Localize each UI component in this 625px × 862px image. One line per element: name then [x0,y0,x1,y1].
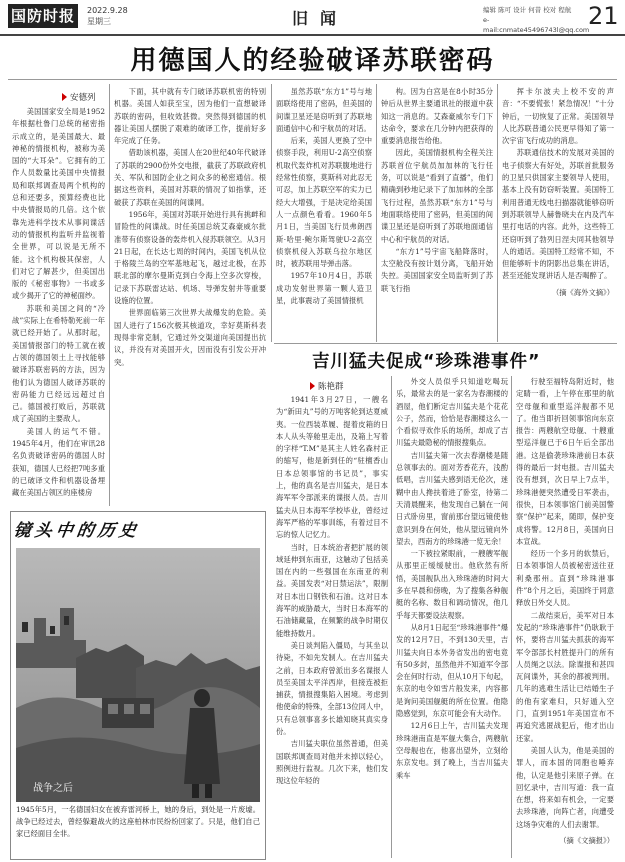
masthead-logo: 国防时报 [8,4,78,28]
article2-byline [310,380,344,392]
paragraph: “东方1”号宇宙飞船降落时，太空舱没有按计划分离，飞船开始失控。美国国家安全局监听到了苏联飞行指 [381,246,493,293]
photo-caption: 1945年5月，一名德国妇女在被弃雷河桥上，她的身后，到处是一片废墟。战争已经过去，曾经躲避战火的这座柏林市民纷纷回家了。只是，他们自己家已经面目全非。 [16,805,260,838]
paragraph: 苏联通信技术的发展对美国的电子侦察大有好处，苏联首批服务的卫星只供国家主要领导人使用，基本上没有防窃听装置。美国特工利用普通无线电扫描器就能够窃听到苏联领导人赫鲁晓夫在内及汽车里打电话的内容。此外，这些特工还窃听到了勃列日涅夫同其他领导人的通话。美国特工经常不知，不但能够听卡的阴影出总集在讲话，甚至还能发现讲话人是否喝醉了。 [502,148,614,281]
column-divider [497,84,498,342]
article2-column-3 [516,376,614,858]
section-title: 旧闻 [292,9,349,28]
photo-feature-title: 镜头中的历史 [12,521,142,541]
paragraph: 虽然苏联“东方1”号与地面联络使用了密码，但美国的间谍卫星还是窃听到了苏联地面通信中心和宇航员的对话。 [276,87,372,133]
weekday-text: 星期三 [87,17,111,26]
paragraph: 世界面临第三次世界大战爆发的危险。美国人进行了156次极其核道攻，幸好莫斯科表现得非常克制，它通过外交渠道向美国提出抗议，并没有对美国开火，因而没有引发公开冲突。 [114,308,266,367]
article1-column-3 [276,86,372,342]
article2-author: 陈艳群 [318,382,344,392]
paragraph: 一下被拉紧眼前，一艘艘军舰从那里正缓缓驶出。他欣然有所悟，美国舰队出入珍珠港的时间大多在早晨和傍晚，为了搜集各种舰艇的名称、数目和调动情况，他几乎每天都要设法观察。 [396,549,508,620]
headline-rule [8,79,617,80]
article2-column-1 [276,394,388,858]
paragraph: 1956年，美国对苏联开始进行具有挑衅和冒险性的间谍战。时任美国总统艾森豪威尔批准带有侦察设备的轰炸机入侵苏联领空。从3月21日起，在长达七周的时间内，美国飞机从位于格陵兰岛的空军基地起飞，越过北极，在苏联北部的摩尔曼斯克到白令海上空多次穿梭，记录下苏联雷达站、机场、导弹发射井等重要设施的位置。 [114,209,266,306]
editor-names: 编辑 陈可 设计 何昔 校对 程航 [483,6,572,14]
paragraph: 吉川猛夫职位虽然普通，但美国联邦调查局对他并未掉以轻心，照例进行监视。几次下来，他们发现这位年轻的 [276,739,388,786]
photo-overlay-caption: 战争之后 [33,783,73,794]
article2-headline: 吉川猛夫促成“珍珠港事件” [312,352,541,372]
paragraph: 二战结束后，美军对日本发起的“珍珠港事件”仍耿耿于怀，要将吉川猛夫抓获的海军军令部部长村胜提升门的所有人员绳之以法。除谍报和甚四瓦间谍外，其余的都被判刑。几年的逃难生活让已结婚生子的他有家难归，只好遁入空门，直到1951年美国宣布不再追究逃匿战犯后，他才出山还家。 [516,610,614,743]
editor-credits [483,5,590,35]
article1-headline: 用德国人的经验破译苏联密码 [130,46,495,76]
article1-byline [62,91,96,103]
paragraph: 美国国家安全局是1952年根据杜鲁门总统的秘密指示成立的，是美国最大、最神秘的情报机构，被称为美国的“大耳朵”。它拥有的工作人员数量比美国中央情报局和联邦调查局两个机构的总和还要多，预算经费也比中央情报局的几倍。这个依靠先进科学技术从事间谍活动的情报机构监听并监视着全世界，可以说是无所不能。这个机构极其保密，人们对它了解甚少，但美国出版的《秘密事物》一书或多或少揭开了它的神秘面纱。 [12,107,105,301]
column-divider [391,376,392,858]
article-separator [274,343,617,344]
article1-column-2 [114,86,266,506]
paragraph: 后来，美国人更换了空中侦察手段，利用U-2高空侦察机取代轰炸机对苏联腹地进行经常性侦察，莫斯科对此忍无可忍，加上苏联空军的实力已经大大增强，于是决定给美国人一点颜色看看。1960年5月1日，当美国飞行员弗朗西斯·哈里·鲍尔斯驾驶U-2高空侦察机侵入苏联乌拉尔地区时，被苏联用导弹击落。 [276,136,372,269]
article1-column-1 [12,106,105,508]
paragraph: 12月6日上午，吉川猛夫发现珍珠港南直是军舰大集合，两艘航空母舰也在，他喜出望外，立刻给东京发电。到了晚上，当吉川猛夫乘车 [396,721,508,780]
page-number: 21 [588,2,619,30]
column-divider [376,84,377,342]
issue-date [87,5,128,27]
paragraph: 从8月1日起至“珍珠港事件”爆发的12月7日，不到130天里，吉川猛夫向日本外务省发出的密电竟有50多封，虽然他并不知道军令部会在何时行动，但从10月下旬起，东京的电令如雪片般发来，内容都是询问美国舰艇的所在位置。他隐隐感觉到，东京可能会有大动作。 [396,622,508,719]
paragraph: 1957年10月4日，苏联成功发射世界第一颗人造卫星，此事震动了美国情报机 [276,271,372,306]
paragraph: 美日谈判陷入僵局，与其坐以待毙，不如先发制人。在吉川猛夫之前，日本政府曾派出多名谍报人员至美国太平洋西岸，但接连被拒捕获，情报搜集陷入困境。考虑到他使命的特殊，全部13位同人中，只有总领事喜多长雄知晓其真实身份。 [276,640,388,737]
column-divider [271,84,272,342]
paragraph: 1941年3月27日，一艘名为“新田丸”号的万吨客轮到达夏威夷。一位西装革履、提着皮箱的日本人从头等舱里走出，及箱上写着的字样“T.M”是其主人姓名森村正的缩写，他是新到任的“驻檀香山日本总领事馆的书记员”，事实上，他的真名是吉川猛夫，是日本海军军令部派来的谍报人员。吉川猛夫从日本海军学校毕业，曾经过海军严格的军事训练，有着过目不忘的惊人记忆力。 [276,395,388,540]
article2-source: （摘《文摘报》） [559,835,614,845]
ruined-city-photo [16,548,260,802]
paragraph: 经历一个多月的软禁后，日本领事馆人员被秘密送往亚利桑那州。直到“珍珠港事件”8个月之后，美国终于同意释放日外交人员。 [516,549,614,608]
ruins-illustration [16,548,260,802]
paragraph: 吉川猛夫第一次去春潮楼是随总领事去的。面对芳香花卉，浅酌低唱，吉川猛夫感到语无伦次，迷糊中由人搀扶着进了卧室，待第二天清晨醒来，他发现自己躺在一间日式卧房里，窗前那台望远镜使他意识到身在何处，他从望远镜向外望去，西南方的珍珠港一览无余！ [396,450,508,546]
article1-column-4 [381,86,493,342]
column-divider [109,84,110,506]
paragraph: 挥卡尔波夫上校不安的声音：“不要慌张！紧急情况！”十分钟后，一切恢复了正常。美国领导人比苏联普通公民更早得知了第一次宇宙飞行成功的消息。 [502,87,614,146]
article1-source: （摘《海外文摘》） [551,287,614,297]
paragraph: 外交人员似乎只知道吃喝玩乐，最常去的是一家名为春潮楼的酒屋，他们断定吉川猛夫是个花花公子，然而，恰恰是春潮楼这么一个看似寻欢作乐的场所，却成了吉川猛夫最隐秘的情报搜集点。 [396,377,508,448]
paragraph: 因此，美国情报机构全程关注苏联首位宇航员加加林的飞行任务，可以说是“看到了直播”，他们精确到秒地记录下了加加林的全部飞行过程，虽然苏联“东方1”号与地面联络使用了密码，但美国的间谍卫星还是窃听到了苏联地面通信中心和宇航员的对话。 [381,148,493,244]
page-header [0,0,625,36]
paragraph: 行驶至福特岛附近时，他定睛一看，上午停在那里的航空母舰和重型巡洋舰都不见了。他当即折回领事馆向东京报告：两艘航空母舰、十艘重型巡洋舰已于6日午后全部出港。这是偷袭珍珠港前日本获得的最后一封电报。吉川猛夫没有想到，次日早上7点半，珍珠港便突然遭受日军袭击，很快，日本领事馆门前美国警察“保护”起来，随即，保护变成将警。12月8日，美国向日本宣战。 [516,377,614,546]
editor-email: e-mail:cnmate45496743l@qq.com [483,16,590,34]
column-divider [511,376,512,858]
paragraph: 下面，其中就有专门破译苏联机密的特别机器。美国人如获至宝，因为他们一直想破译苏联的密码，但收效甚微。突然得到德国的机器让美国人摆脱了艰难的破译工作，提前好多年完成了任务。 [114,87,266,146]
paragraph: 借助该机器，美国人在20世纪40年代破译了苏联的2900份外交电报，截获了苏联政府机关、军队和国防企业之间众多的秘密通信。根据这些资料，美国对苏联的情况了如指掌，还破获了苏联在美国的间谍网。 [114,148,266,207]
article1-column-5 [502,86,614,342]
paragraph: 当时，日本统治者把扩展的领域延伸到东南亚，这触动了包括美国在内的一些强国在东南亚的利益。美国发表“对日禁运法”，限制对日本出口钢铁和石油。这对日本海军的威胁最大，当时日本海军的石油储藏量，在频繁的战争时期仅能维持数月。 [276,542,388,638]
article1-author: 安德列 [70,93,96,103]
paragraph: 构。因为白宫是在8小时35分钟后从世界主要通讯社的报道中获知这一消息的。艾森豪威尔专门下达命令，要求在几分钟内把获得的重要消息报告给他。 [381,87,493,146]
paragraph: 苏联和美国之间的“冷战”实际上在希特勒死前一年就已经开始了。从那时起，美国情报部门的特工就在被占领的德国领土上寻找能够破译苏联密码的方法，因为他们认为德国人破译苏联的密码能力已经远远超过自己。德国被打败后，苏联就成了美国的主要敌人。 [12,303,105,424]
byline-marker-icon [62,93,67,101]
date-text: 2022.9.28 [87,6,128,15]
paragraph: 美国人的运气不错。1945年4月，他们在审讯28名负责破译密码的德国人时获知，德国人已经把7吨多重的已破译文件和机器设备埋藏在美国占领区的座楼房 [12,426,105,498]
paragraph: 美国人认为，他是美国的罪人，而本国的同胞也唾弃他，认定是他引来原子弹。在回忆录中，吉川写道：我一直在想，将来如有机会，一定要去珍珠港，向阵亡者，向遭受这场争灾难的人们去谢罪。 [516,745,614,829]
byline-marker-icon [310,382,315,390]
article2-column-2 [396,376,508,858]
